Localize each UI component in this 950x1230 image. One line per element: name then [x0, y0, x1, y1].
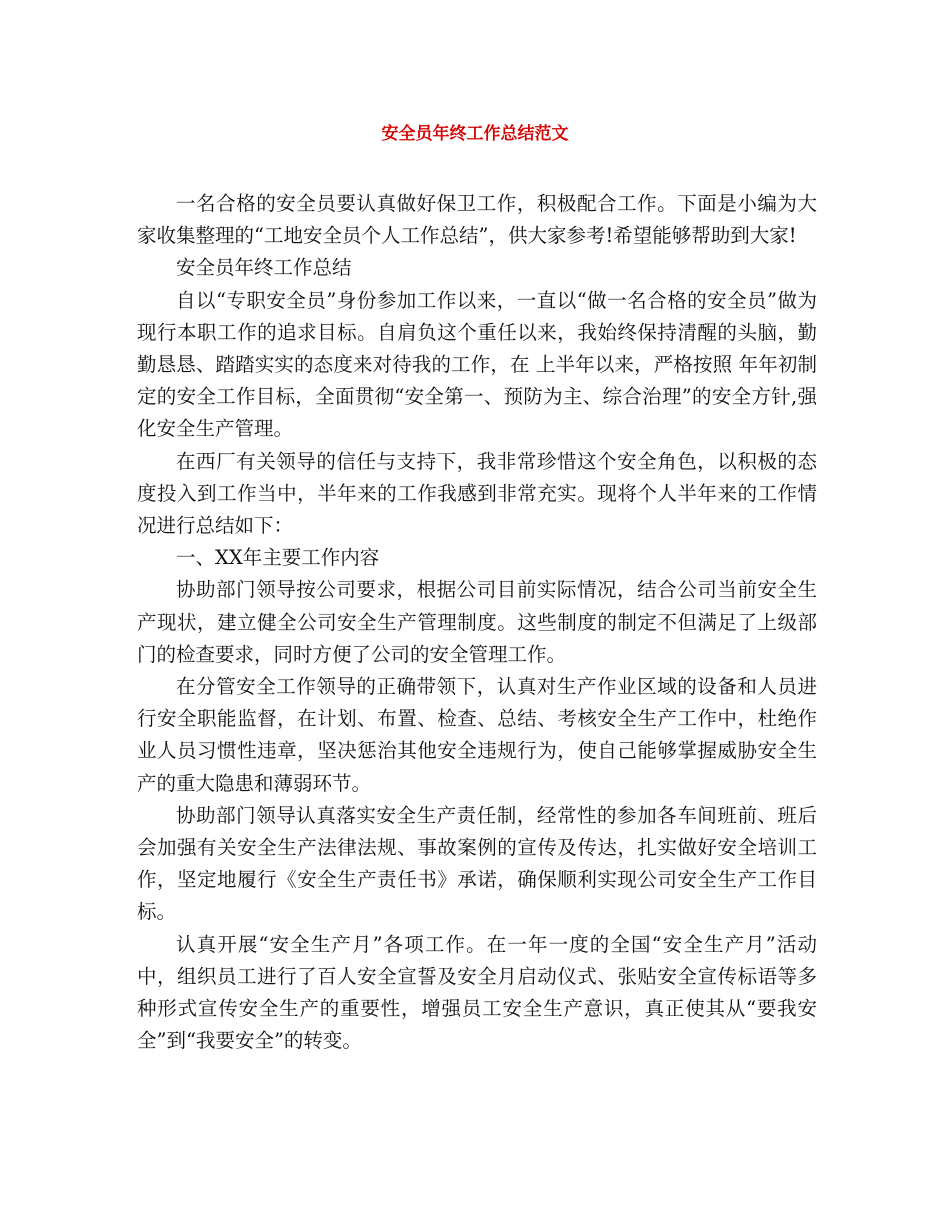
section-heading-main-work: 一、XX年主要工作内容 — [176, 546, 380, 570]
paragraph-self-intro: 自以“专职安全员”身份参加工作以来，一直以“做一名合格的安全员”做为现行本职工作的追求目标。自肩负这个重任以来，我始终保持清醒的头脑，勤勤恳恳、踏踏实实的态度来对待我的工作，在 上半年以来，严格按照 年年初制定的安全工作目标，全面贯彻“安全第一、预防为主、综合治理”的安全方针,强化安全生产管理。 — [137, 288, 817, 441]
paragraph-responsibility: 协助部门领导认真落实安全生产责任制，经常性的参加各车间班前、班后会加强有关安全生产法律法规、事故案例的宣传及传达，扎实做好安全培训工作，坚定地履行《安全生产责任书》承诺，确保顺利实现公司安全生产工作目标。 — [137, 803, 817, 924]
document-title: 安全员年终工作总结范文 — [381, 124, 569, 144]
paragraph-west-factory: 在西厂有关领导的信任与支持下，我非常珍惜这个安全角色，以积极的态度投入到工作当中，半年来的工作我感到非常充实。现将个人半年来的工作情况进行总结如下： — [137, 449, 817, 538]
paragraph-supervision: 在分管安全工作领导的正确带领下，认真对生产作业区域的设备和人员进行安全职能监督，在计划、布置、检查、总结、考核安全生产工作中，杜绝作业人员习惯性违章，坚决惩治其他安全违规行为，使自己能够掌握威胁安全生产的重大隐患和薄弱环节。 — [137, 675, 817, 795]
paragraph-safety-month: 认真开展“安全生产月”各项工作。在一年一度的全国“安全生产月”活动中，组织员工进行了百人安全宣誓及安全月启动仪式、张贴安全宣传标语等多种形式宣传安全生产的重要性，增强员工安全生产意识，真正使其从“要我安全”到“我要安全”的转变。 — [137, 932, 817, 1053]
paragraph-intro: 一名合格的安全员要认真做好保卫工作，积极配合工作。下面是小编为大家收集整理的“工地安全员个人工作总结”，供大家参考!希望能够帮助到大家! — [137, 192, 817, 248]
paragraph-management-system: 协助部门领导按公司要求，根据公司目前实际情况，结合公司当前安全生产现状，建立健全公司安全生产管理制度。这些制度的制定不但满足了上级部门的检查要求，同时方便了公司的安全管理工作。 — [137, 578, 817, 666]
document-body — [137, 188, 817, 1057]
paragraph-subtitle: 安全员年终工作总结 — [176, 256, 352, 280]
